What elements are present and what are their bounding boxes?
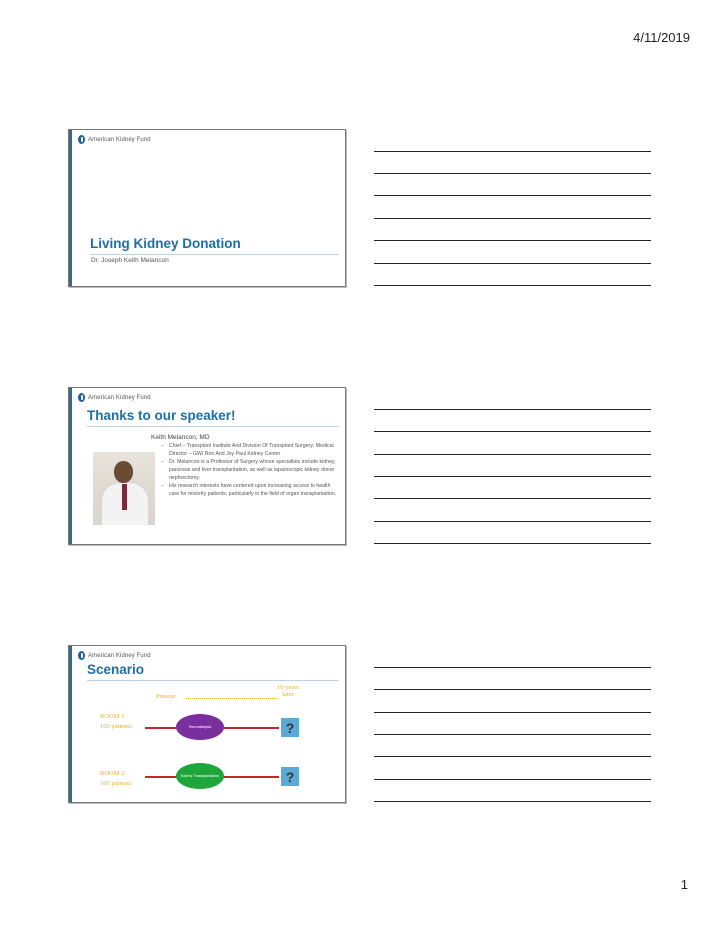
hemodialysis-node: Hemodialysis	[176, 714, 224, 740]
title-divider	[90, 254, 339, 255]
note-line	[374, 667, 651, 668]
kidney-logo-icon	[78, 651, 85, 660]
room-1-label	[100, 712, 132, 732]
bio-bullet: – Chief – Transplant Institute And Division Of Transplant Surgery; Medical Director – GW/ Ron And Joy Paul Kidney Center	[161, 442, 341, 458]
kidney-logo-icon	[78, 393, 85, 402]
photo-head	[114, 461, 133, 483]
note-line	[374, 801, 651, 802]
title-divider	[87, 426, 339, 427]
note-line	[374, 756, 651, 757]
note-line	[374, 173, 651, 174]
note-line	[374, 285, 651, 286]
note-line	[374, 779, 651, 780]
slide-logo	[78, 393, 151, 402]
slide-title: Living Kidney Donation	[90, 236, 241, 251]
room-name: ROOM 2	[100, 770, 125, 777]
slide-1-thumbnail[interactable]	[68, 129, 346, 287]
note-line	[374, 689, 651, 690]
slide-2-thumbnail[interactable]	[68, 387, 346, 545]
room-1-question-box: ?	[281, 718, 299, 737]
room-name: ROOM 1	[100, 713, 125, 720]
slide-title: Scenario	[87, 662, 145, 677]
future-label-line1: 10 years	[277, 684, 299, 691]
speaker-photo	[93, 452, 155, 525]
kidney-transplantation-node: Kidney Transplantation	[176, 763, 224, 789]
slide-accent-bar	[69, 130, 72, 286]
note-line	[374, 454, 651, 455]
note-line	[374, 151, 651, 152]
slide-title: Thanks to our speaker!	[87, 408, 236, 423]
note-line	[374, 521, 651, 522]
note-line	[374, 240, 651, 241]
room-2-question-box: ?	[281, 767, 299, 786]
slide-accent-bar	[69, 646, 72, 802]
room-patients: 100 patients	[100, 723, 132, 730]
slide-logo	[78, 135, 151, 144]
slide-3-thumbnail[interactable]	[68, 645, 346, 803]
note-line	[374, 476, 651, 477]
note-line	[374, 498, 651, 499]
speaker-name: Keith Melancon, MD	[151, 434, 210, 441]
slide-accent-bar	[69, 388, 72, 544]
room-patients: 100 patients	[100, 780, 132, 787]
note-line	[374, 734, 651, 735]
title-divider	[87, 680, 339, 681]
future-label	[277, 684, 299, 698]
logo-text: American Kidney Fund	[88, 394, 151, 401]
note-line	[374, 195, 651, 196]
note-line	[374, 431, 651, 432]
note-line	[374, 712, 651, 713]
bio-bullet: – Dr. Melancon is a Professor of Surgery whose specialties include kidney, pancreas and liver transplantation, as well as laparoscopic kidney donor nephrectomy.	[161, 458, 341, 482]
future-label-line2: later	[282, 691, 294, 698]
note-line	[374, 218, 651, 219]
speaker-bio-list	[161, 442, 341, 498]
logo-text: American Kidney Fund	[88, 652, 151, 659]
photo-tie	[122, 484, 127, 510]
room-2-label	[100, 769, 132, 789]
header-date: 4/11/2019	[633, 30, 690, 45]
page-number: 1	[680, 877, 688, 892]
present-label: Present	[156, 693, 176, 700]
bio-bullet: – His research interests have centered upon increasing access to health care for minority patients, particularly in the field of organ transplantation.	[161, 482, 341, 498]
note-line	[374, 263, 651, 264]
note-line	[374, 409, 651, 410]
logo-text: American Kidney Fund	[88, 136, 151, 143]
kidney-logo-icon	[78, 135, 85, 144]
note-line	[374, 543, 651, 544]
slide-logo	[78, 651, 151, 660]
timeline-dotted-line	[186, 698, 277, 699]
slide-subtitle: Dr. Joseph Keith Melancon	[91, 257, 169, 264]
